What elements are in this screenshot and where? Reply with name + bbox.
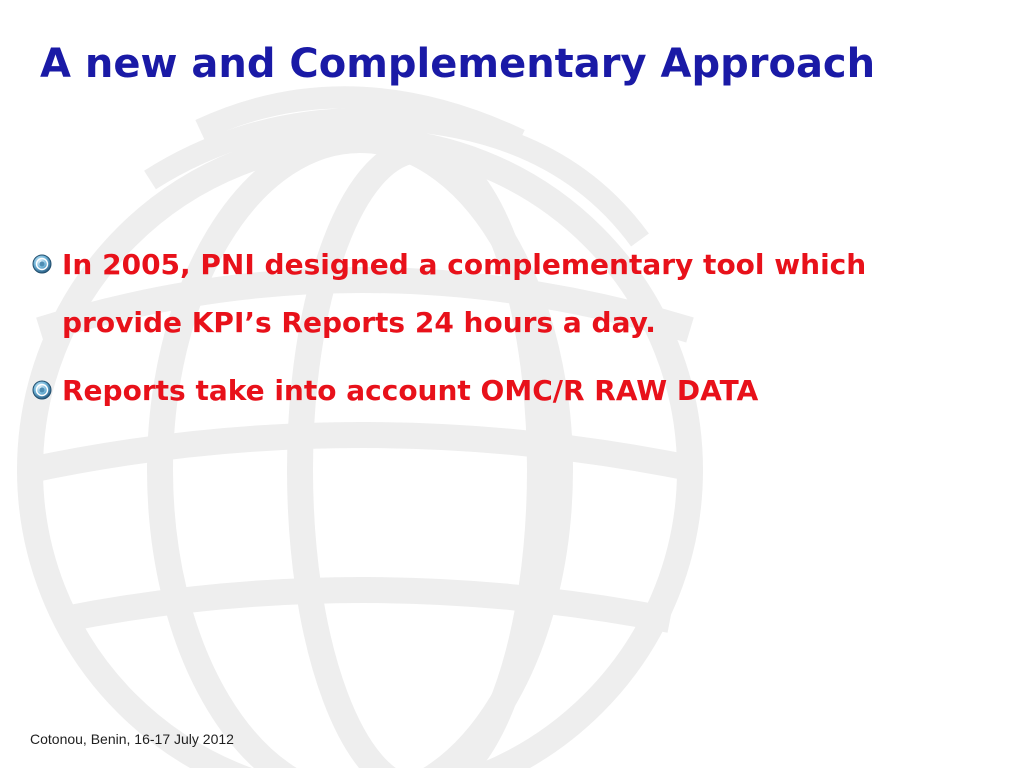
footer-text: Cotonou, Benin, 16-17 July 2012 (30, 731, 234, 747)
bullet-item (32, 236, 992, 352)
bullet-text: In 2005, PNI designed a complementary tool which provide KPI’s Reports 24 hours a day. (62, 248, 867, 339)
bullet-text: Reports take into account OMC/R RAW DATA (62, 374, 759, 407)
slide-title: A new and Complementary Approach (40, 41, 876, 87)
bullet-item (32, 362, 992, 420)
bullet-list (32, 236, 992, 430)
globe-bullet-icon (32, 380, 52, 400)
globe-bullet-icon (32, 254, 52, 274)
